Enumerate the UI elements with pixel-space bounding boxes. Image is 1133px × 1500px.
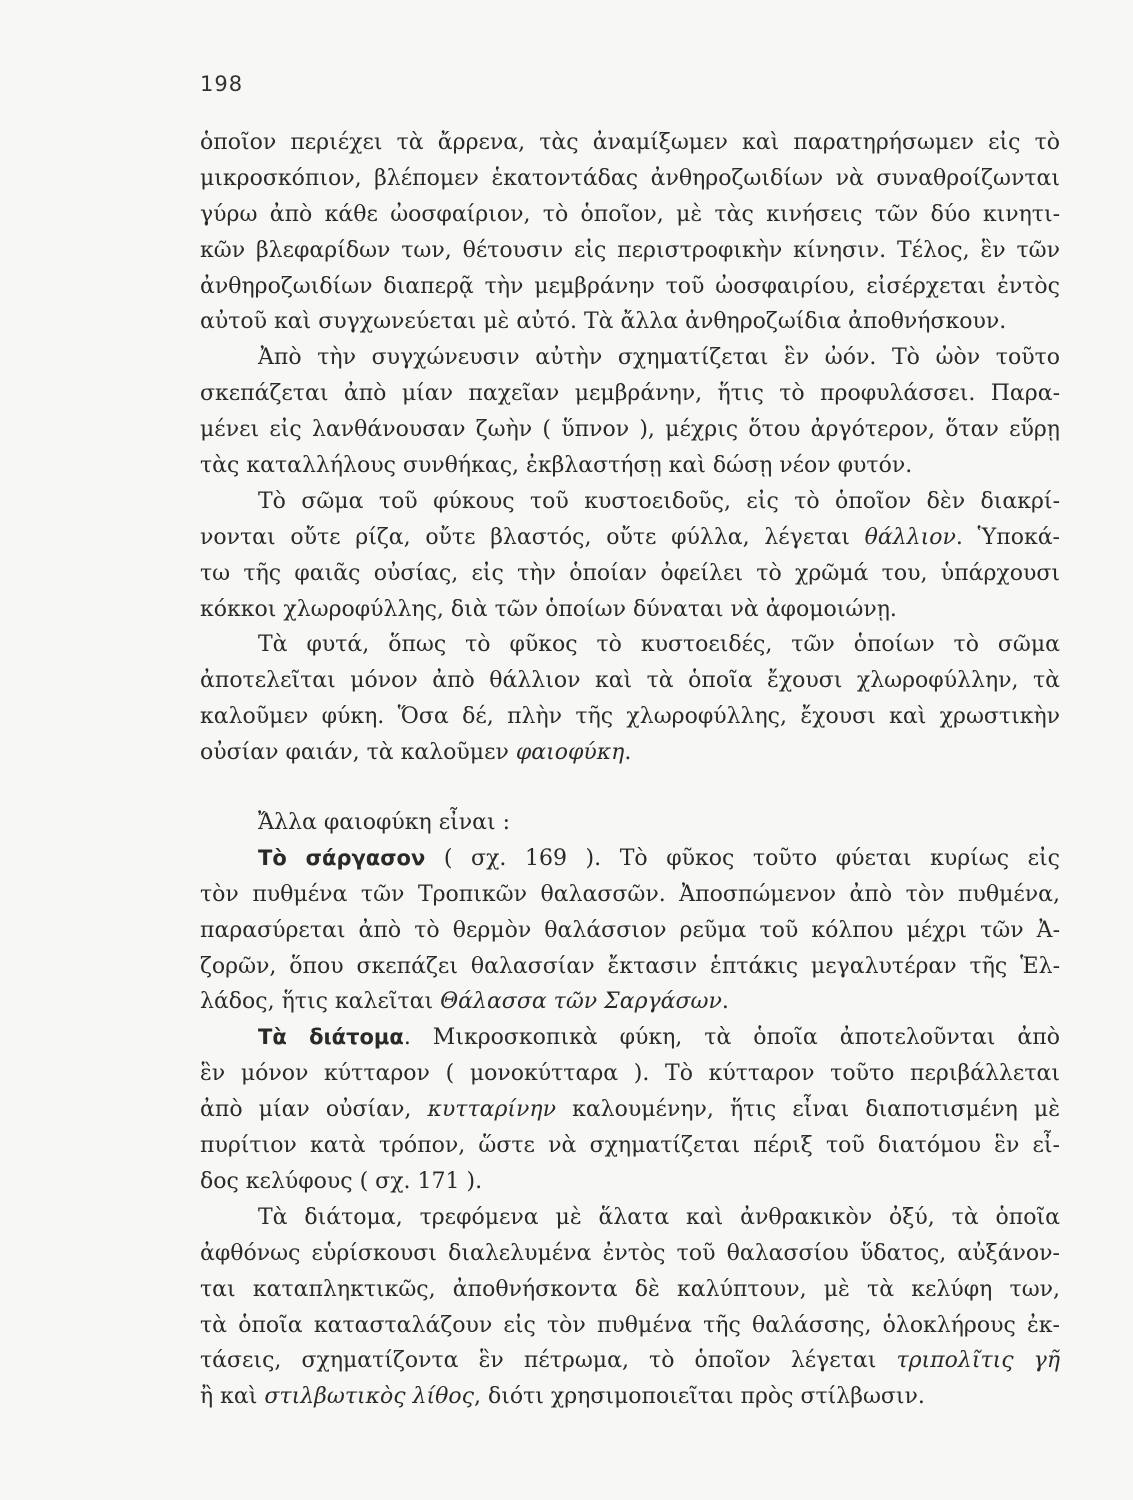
italic-term: φαιοφύκη <box>515 740 625 766</box>
text-line: ἀποτελεῖται μόνον ἀπὸ θάλλιον καὶ τὰ ὁποῖα ἔχουσι χλωροφύλλην, τὰ <box>200 668 1060 694</box>
italic-term: κυτταρίνην <box>427 1097 556 1123</box>
page-number: 198 <box>200 72 244 96</box>
text-segment: . <box>624 740 632 766</box>
text-line: ται καταπληκτικῶς, ἀποθνήσκοντα δὲ καλύπτουν, μὲ τὰ κελύφη των, <box>200 1276 1060 1302</box>
text-line: ὁποῖον περιέχει τὰ ἄρρενα, τὰς ἀναμίξωμεν καὶ παρατηρήσωμεν εἰς τὸ <box>200 130 1060 155</box>
italic-term: Θάλασσα τῶν Σαργάσων <box>440 989 722 1015</box>
italic-term: θάλλιον <box>864 524 956 550</box>
text-line: σκεπάζεται ἀπὸ μίαν παχεῖαν μεμβράνην, ἥτις τὸ προφυλάσσει. Παρα- <box>200 381 1060 407</box>
text-line: τὰς καταλλήλους συνθήκας, ἐκβλαστήσῃ καὶ δώσῃ νέον φυτόν. <box>200 453 913 479</box>
text-line <box>200 1092 1060 1128</box>
text-line: τὸν πυθμένα τῶν Τροπικῶν θαλασσῶν. Ἀποσπώμενον ἀπὸ τὸν πυθμένα, <box>200 881 1060 907</box>
text-line: Ἀπὸ τὴν συγχώνευσιν αὐτὴν σχηματίζεται ἓν ὠόν. Τὸ ὠὸν τοῦτο <box>258 345 1060 371</box>
text-line: ζορῶν, ὅπου σκεπάζει θαλασσίαν ἔκτασιν ἑπτάκις μεγαλυτέραν τῆς Ἑλ- <box>200 953 1060 979</box>
body-text <box>200 125 1060 1415</box>
text-segment: . <box>721 989 729 1015</box>
text-segment: , διότι χρησιμοποιεῖται πρὸς στίλβωσιν. <box>474 1384 925 1410</box>
text-segment: καλουμένην, ἥτις εἶναι διαποτισμένη μὲ <box>555 1097 1060 1123</box>
text-line: μένει εἰς λανθάνουσαν ζωὴν ( ὕπνον ), μέχρις ὅτου ἀργότερον, ὅταν εὕρῃ <box>200 417 1060 443</box>
text-line: ἀφθόνως εὑρίσκουσι διαλελυμένα ἐντὸς τοῦ θαλασσίου ὕδατος, αὐξάνον- <box>200 1240 1060 1266</box>
text-line: Τὰ διάτομα, τρεφόμενα μὲ ἅλατα καὶ ἀνθρακικὸν ὀξύ, τὰ ὁποῖα <box>258 1204 1060 1230</box>
text-segment: . Μικροσκοπικὰ φύκη, τὰ ὁποῖα ἀποτελοῦνται ἀπὸ <box>403 1025 1060 1051</box>
text-segment: λάδος, ἥτις καλεῖται <box>200 989 441 1015</box>
text-line: πυρίτιον κατὰ τρόπον, ὥστε νὰ σχηματίζεται πέριξ τοῦ διατόμου ἓν εἶ- <box>200 1133 1060 1159</box>
text-line: παρασύρεται ἀπὸ τὸ θερμὸν θαλάσσιον ρεῦμα τοῦ κόλπου μέχρι τῶν Ἀ- <box>200 917 1060 943</box>
text-line <box>200 841 1060 877</box>
text-line: Τὰ φυτά, ὅπως τὸ φῦκος τὸ κυστοειδές, τῶν ὁποίων τὸ σῶμα <box>258 632 1060 658</box>
paragraph-gap <box>200 771 1060 805</box>
text-line: τὰ ὁποῖα κατασταλάζουν εἰς τὸν πυθμένα τῆς θαλάσσης, ὁλοκλήρους ἐκ- <box>200 1312 1060 1338</box>
list-intro: Ἄλλα φαιοφύκη εἶναι : <box>258 810 511 836</box>
text-line <box>200 735 1060 771</box>
italic-term: τριπολῖτις γῆ <box>896 1348 1060 1374</box>
text-line: αὐτοῦ καὶ συγχωνεύεται μὲ αὐτό. Τὰ ἄλλα ἀνθηροζωίδια ἀποθνήσκουν. <box>200 309 1007 335</box>
text-segment: ( σχ. 169 ). Τὸ φῦκος τοῦτο φύεται κυρίως εἰς <box>425 845 1060 871</box>
text-line: Τὸ σῶμα τοῦ φύκους τοῦ κυστοειδοῦς, εἰς τὸ ὁποῖον δὲν διακρί- <box>258 488 1060 514</box>
text-line: ἀνθηροζωιδίων διαπερᾷ τὴν μεμβράνην τοῦ ὠοσφαιρίου, εἰσέρχεται ἐντὸς <box>200 273 1060 299</box>
text-segment: ἢ καὶ <box>200 1384 265 1410</box>
text-line: τω τῆς φαιᾶς οὐσίας, εἰς τὴν ὁποίαν ὀφείλει τὸ χρῶμά του, ὑπάρχουσι <box>200 560 1060 586</box>
text-line: μικροσκόπιον, βλέπομεν ἑκατοντάδας ἀνθηροζωιδίων νὰ συναθροίζωνται <box>200 165 1060 191</box>
text-line: κῶν βλεφαρίδων των, θέτουσιν εἰς περιστροφικὴν κίνησιν. Τέλος, ἓν τῶν <box>200 237 1060 263</box>
section-heading-diatoms: Τὰ διάτομα <box>258 1025 404 1050</box>
text-line <box>200 520 1060 556</box>
text-line <box>200 1379 1060 1415</box>
text-segment: νονται οὔτε ρίζα, οὔτε βλαστός, οὔτε φύλλα, λέγεται <box>200 524 865 550</box>
italic-term: στιλβωτικὸς λίθος <box>264 1384 474 1410</box>
text-line <box>200 984 1060 1020</box>
section-heading-sargasso: Τὸ σάργασον <box>258 845 426 870</box>
text-line: γύρω ἀπὸ κάθε ὠοσφαίριον, τὸ ὁποῖον, μὲ τὰς κινήσεις τῶν δύο κινητι- <box>200 201 1060 227</box>
text-segment: οὐσίαν φαιάν, τὰ καλοῦμεν <box>200 740 516 766</box>
text-segment: ἀπὸ μίαν οὐσίαν, <box>200 1097 428 1123</box>
text-line: κόκκοι χλωροφύλλης, διὰ τῶν ὁποίων δύναται νὰ ἀφομοιώνῃ. <box>200 596 897 622</box>
text-line: ἓν μόνον κύτταρον ( μονοκύτταρα ). Τὸ κύτταρον τοῦτο περιβάλλεται <box>200 1061 1060 1087</box>
text-segment: . Ὑποκά- <box>955 524 1060 550</box>
text-line <box>200 1020 1060 1056</box>
text-line: καλοῦμεν φύκη. Ὅσα δέ, πλὴν τῆς χλωροφύλλης, ἔχουσι καὶ χρωστικὴν <box>200 704 1060 730</box>
text-line: δος κελύφους ( σχ. 171 ). <box>200 1168 483 1194</box>
text-line <box>200 1343 1060 1379</box>
text-segment: τάσεις, σχηματίζοντα ἓν πέτρωμα, τὸ ὁποῖον λέγεται <box>200 1348 897 1374</box>
